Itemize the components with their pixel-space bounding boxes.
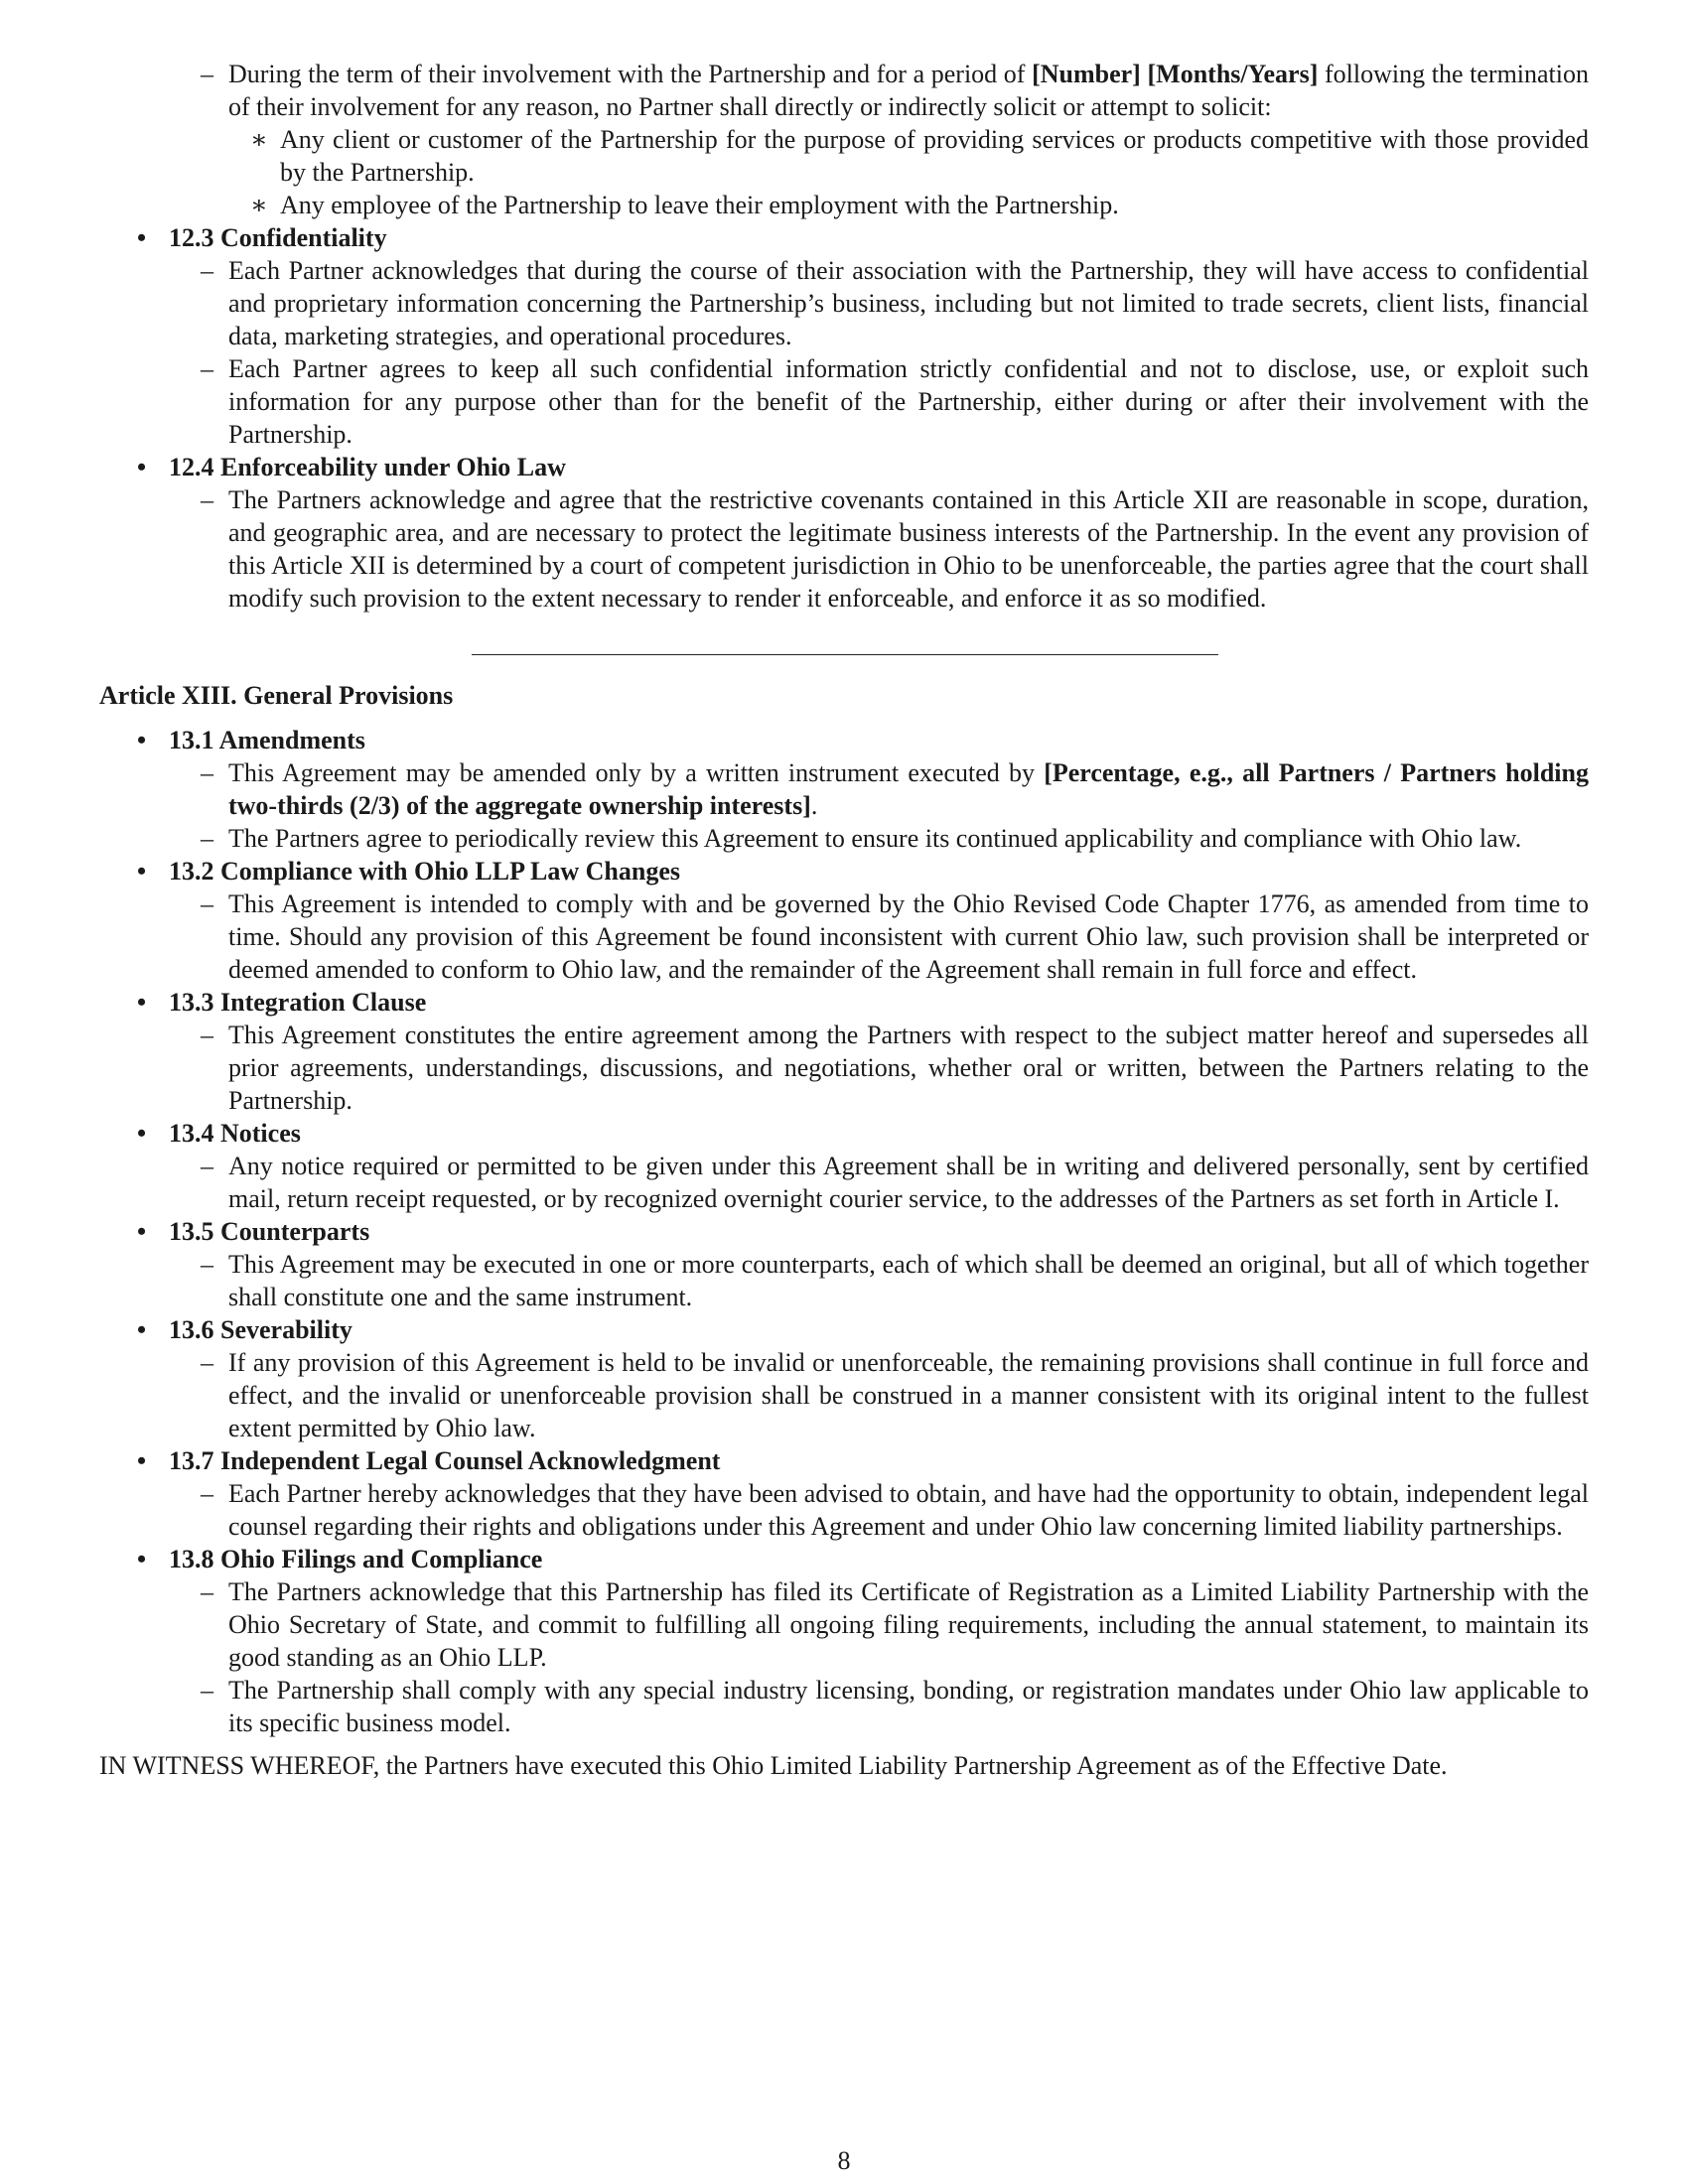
dash-marker: – bbox=[201, 256, 213, 285]
article-title: Article XIII. General Provisions bbox=[99, 681, 454, 710]
dash-marker: – bbox=[201, 354, 213, 383]
list-item: – The Partnership shall comply with any special industry licensing, bonding, or registration mandates under Ohio law applicable to its specific business model. bbox=[201, 1676, 1589, 1737]
list-item: – If any provision of this Agreement is held to be invalid or unenforceable, the remaining provisions shall continue in full force and effect, and the invalid or unenforceable provision shall be construed in a manner consistent with its original intent to the fullest extent permitted by Ohio law. bbox=[201, 1348, 1589, 1442]
list-item: – The Partners agree to periodically review this Agreement to ensure its continued applicability and compliance with Ohio law. bbox=[201, 824, 1522, 853]
dash-marker: – bbox=[201, 485, 213, 514]
section-heading: • 13.4 Notices bbox=[137, 1119, 301, 1148]
document-page bbox=[99, 58, 1589, 1782]
dash-marker: – bbox=[201, 1021, 213, 1049]
list-item: – This Agreement may be amended only by a written instrument executed by [Percentage, e.g., all Partners / Partners holding two-thirds (2/3) of the aggregate ownership interests]. bbox=[201, 758, 1589, 820]
bullet-marker: • bbox=[137, 1315, 147, 1344]
bullet-marker: • bbox=[137, 726, 147, 754]
list-item: – Each Partner acknowledges that during the course of their association with the Partnership, they will have access to confidential and proprietary information concerning the Partnership’s business, including but not limited to trade secrets, client lists, financial data, marketing strategies, and operational procedures. bbox=[201, 256, 1589, 350]
list-item: – This Agreement is intended to comply with and be governed by the Ohio Revised Code Chapter 1776, as amended from time to time. Should any provision of this Agreement be found inconsistent with current Ohio law, such provision shall be interpreted or deemed amended to conform to Ohio law, and the remainder of the Agreement shall remain in full force and effect. bbox=[201, 889, 1589, 984]
list-item: – The Partners acknowledge that this Partnership has filed its Certificate of Registration as a Limited Liability Partnership with the Ohio Secretary of State, and commit to fulfilling all ongoing filing requirements, including the annual statement, to maintain its good standing as an Ohio LLP. bbox=[201, 1577, 1589, 1672]
section-heading: • 12.3 Confidentiality bbox=[137, 223, 387, 252]
star-marker: ∗ bbox=[250, 125, 268, 154]
dash-marker: – bbox=[201, 1577, 213, 1606]
list-item: – The Partners acknowledge and agree that the restrictive covenants contained in this Article XII are reasonable in scope, duration, and geographic area, and are necessary to protect the legitimate business interests of the Partnership. In the event any provision of this Article XII is determined by a court of competent jurisdiction in Ohio to be unenforceable, the parties agree that the court shall modify such provision to the extent necessary to render it enforceable, and enforce it as so modified. bbox=[201, 485, 1589, 613]
dash-marker: – bbox=[201, 1479, 213, 1508]
dash-marker: – bbox=[201, 1250, 213, 1279]
bullet-marker: • bbox=[137, 1119, 147, 1148]
section-heading: • 13.2 Compliance with Ohio LLP Law Changes bbox=[137, 857, 681, 886]
list-item: – Each Partner hereby acknowledges that they have been advised to obtain, and have had the opportunity to obtain, independent legal counsel regarding their rights and obligations under this Agreement and under Ohio law concerning limited liability partnerships. bbox=[201, 1479, 1589, 1541]
list-item: – This Agreement constitutes the entire agreement among the Partners with respect to the subject matter hereof and supersedes all prior agreements, understandings, discussions, and negotiations, whether oral or written, between the Partners relating to the Partnership. bbox=[201, 1021, 1589, 1115]
bullet-marker: • bbox=[137, 1446, 147, 1475]
list-item: – This Agreement may be executed in one or more counterparts, each of which shall be deemed an original, but all of which together shall constitute one and the same instrument. bbox=[201, 1250, 1589, 1311]
dash-marker: – bbox=[201, 889, 213, 918]
bullet-marker: • bbox=[137, 988, 147, 1017]
section-heading: • 13.8 Ohio Filings and Compliance bbox=[137, 1545, 543, 1573]
list-item: ∗ Any employee of the Partnership to leave their employment with the Partnership. bbox=[250, 191, 1119, 219]
section-heading: • 13.6 Severability bbox=[137, 1315, 352, 1344]
dash-marker: – bbox=[201, 758, 213, 787]
section-heading: • 12.4 Enforceability under Ohio Law bbox=[137, 453, 566, 481]
list-item: ∗ Any client or customer of the Partnership for the purpose of providing services or products competitive with those provided by the Partnership. bbox=[250, 125, 1589, 187]
list-item: – During the term of their involvement with the Partnership and for a period of [Number] [Months/Years] following the termination of their involvement for any reason, no Partner shall directly or indirectly solicit or attempt to solicit: bbox=[201, 60, 1589, 121]
witness-paragraph: IN WITNESS WHEREOF, the Partners have executed this Ohio Limited Liability Partnership Agreement as of the Effective Date. bbox=[99, 1751, 1448, 1780]
section-heading: • 13.1 Amendments bbox=[137, 726, 365, 754]
bullet-marker: • bbox=[137, 453, 147, 481]
section-heading: • 13.5 Counterparts bbox=[137, 1217, 370, 1246]
section-heading: • 13.7 Independent Legal Counsel Acknowledgment bbox=[137, 1446, 721, 1475]
dash-marker: – bbox=[201, 824, 213, 853]
bullet-marker: • bbox=[137, 1217, 147, 1246]
list-item: – Any notice required or permitted to be given under this Agreement shall be in writing and delivered personally, sent by certified mail, return receipt requested, or by recognized overnight courier service, to the addresses of the Partners as set forth in Article I. bbox=[201, 1152, 1589, 1213]
star-marker: ∗ bbox=[250, 191, 268, 219]
page-number: 8 bbox=[837, 2146, 851, 2175]
dash-marker: – bbox=[201, 1152, 213, 1180]
bullet-marker: • bbox=[137, 223, 147, 252]
bullet-marker: • bbox=[137, 857, 147, 886]
horizontal-rule bbox=[472, 654, 1218, 655]
dash-marker: – bbox=[201, 1676, 213, 1705]
dash-marker: – bbox=[201, 1348, 213, 1377]
bullet-marker: • bbox=[137, 1545, 147, 1573]
list-item: – Each Partner agrees to keep all such confidential information strictly confidential and not to disclose, use, or exploit such information for any purpose other than for the benefit of the Partnership, either during or after their involvement with the Partnership. bbox=[201, 354, 1589, 449]
dash-marker: – bbox=[201, 60, 213, 88]
section-heading: • 13.3 Integration Clause bbox=[137, 988, 427, 1017]
